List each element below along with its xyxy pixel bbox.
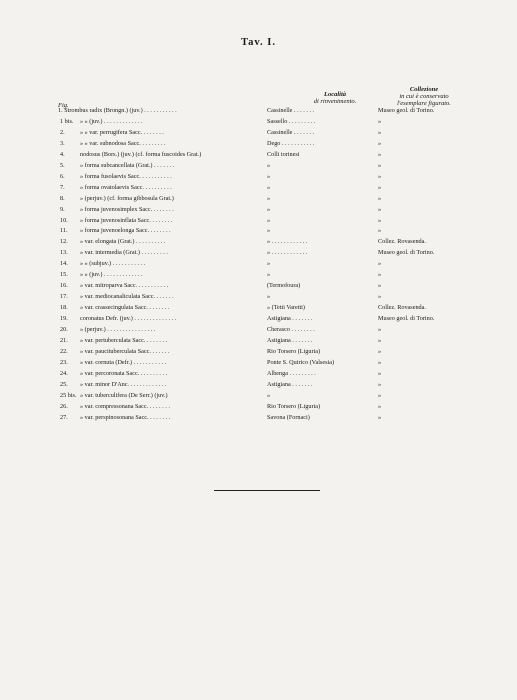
locality: » (267, 194, 271, 202)
locality: » . . . . . . . . . . . . (267, 238, 308, 246)
collection: » (378, 139, 382, 147)
species-name: » var. mediocanaliculata Sacc. . . . . . . (80, 293, 174, 301)
locality: » (Tetti Varetti) (267, 304, 305, 312)
figure-number: 22. (60, 347, 68, 355)
table-row (0, 238, 517, 249)
species-name: » » (juv.) . . . . . . . . . . . . . (80, 117, 143, 125)
table-row (0, 271, 517, 282)
species-name: » » (subjuv.) . . . . . . . . . . . (80, 260, 146, 268)
table-row (0, 293, 517, 304)
locality: Astigiana . . . . . . . (267, 336, 313, 344)
figure-number: 16. (60, 282, 68, 290)
header-locality (290, 91, 380, 105)
species-name: » » (juv.) . . . . . . . . . . . . . (80, 271, 143, 279)
collection: » (378, 326, 382, 333)
locality: Cassinelle . . . . . . . (267, 107, 315, 114)
table-row (0, 206, 517, 217)
figure-number: 26. (60, 402, 68, 410)
locality: Rio Torsero (Liguria) (267, 347, 321, 355)
table-row (0, 249, 517, 260)
species-name: » var. paucituberculata Sacc. . . . . . . (80, 347, 170, 355)
species-name: » forma ovatolaevis Sacc. . . . . . . . . . (80, 183, 172, 191)
locality: » (267, 205, 271, 213)
figure-number: 4. (60, 150, 65, 158)
collection: » (378, 271, 382, 279)
figure-number: 8. (60, 194, 65, 202)
figure-number: 20. (60, 326, 68, 333)
species-name: coronatus Defr. (juv.) . . . . . . . . . . . . . . (80, 315, 177, 323)
figure-number: 2. (60, 128, 65, 136)
collection: » (378, 183, 382, 191)
collection: » (378, 150, 382, 158)
table-row (0, 359, 517, 370)
collection: » (378, 216, 382, 224)
plate-title: Tav. I. (241, 37, 276, 48)
species-name: » var. minor D'Anc. . . . . . . . . . . . . (80, 380, 167, 388)
table-row (0, 260, 517, 271)
collection: Museo geol. di Torino. (378, 107, 435, 114)
figure-number: 3. (60, 139, 65, 147)
locality: » (267, 227, 271, 235)
collection: » (378, 402, 382, 410)
collection: » (378, 205, 382, 213)
collection: Collez. Rovasenda. (378, 238, 426, 246)
locality: Colli torinesi (267, 150, 300, 158)
table-row (0, 107, 517, 118)
species-name: nodosus (Bors.) (juv.) (cf. forma fuscoides Grat.) (80, 150, 202, 158)
figure-number: 10. (60, 216, 68, 224)
header-locality-sub: di rinvenimento. (313, 98, 357, 105)
figure-number: 9. (60, 205, 65, 213)
table-row (0, 173, 517, 184)
table-row (0, 184, 517, 195)
locality: Cherasco . . . . . . . . (267, 326, 315, 333)
locality: » (267, 271, 271, 279)
collection: Museo geol. di Torino. (378, 249, 435, 257)
locality: » (267, 183, 271, 191)
table-row (0, 217, 517, 228)
locality: (Termofoura) (267, 282, 301, 290)
locality: » (267, 172, 271, 180)
locality: » (267, 216, 271, 224)
figure-number: 13. (60, 249, 68, 257)
collection: Museo geol. di Torino. (378, 315, 435, 323)
species-name: » forma juvenosinflata Sacc. . . . . . . . (80, 216, 173, 224)
locality: Astigiana . . . . . . . (267, 380, 313, 388)
species-name: » var. perspinosonana Sacc. . . . . . . . (80, 413, 171, 421)
locality: Savona (Fornaci) (267, 413, 310, 421)
figure-number: 5. (60, 161, 65, 169)
collection: » (378, 161, 382, 169)
locality: » (267, 293, 271, 301)
locality: » (267, 161, 271, 169)
locality: Cassinelle . . . . . . . (267, 128, 315, 136)
table-row (0, 337, 517, 348)
header-collection (384, 86, 464, 107)
table-row (0, 129, 517, 140)
collection: » (378, 194, 382, 202)
table-row (0, 195, 517, 206)
figure-number: 17. (60, 293, 68, 301)
collection: » (378, 172, 382, 180)
header-collection-main: Collezione (409, 86, 439, 93)
locality: Albenga . . . . . . . . . (267, 369, 316, 377)
locality: Sassello . . . . . . . . . (267, 117, 316, 125)
header-collection-sub2: l'esemplare figurato. (397, 100, 451, 107)
table-row (0, 315, 517, 326)
collection: » (378, 369, 382, 377)
species-name: » var. cornuta (Defr.) . . . . . . . . . . . (80, 358, 167, 366)
species-name: » » var. subnodosa Sacc. . . . . . . . . (80, 139, 166, 147)
species-name: » » var. perrugifera Sacc. . . . . . . . (80, 128, 164, 136)
figure-number: 25. (60, 380, 68, 388)
collection: » (378, 260, 382, 268)
figure-number: 11. (60, 227, 68, 235)
figure-number: 7. (60, 183, 65, 191)
collection: Collez. Rovasenda. (378, 304, 426, 312)
figure-number: 23. (60, 358, 68, 366)
species-name: » forma fusolaevis Sacc. . . . . . . . . . . (80, 172, 172, 180)
collection: » (378, 413, 382, 421)
figure-number: 6. (60, 172, 65, 180)
figure-number: 18. (60, 304, 68, 312)
table-row (0, 140, 517, 151)
species-name: » forma subcancellata (Grat.) . . . . . . . (80, 161, 175, 169)
table-row (0, 227, 517, 238)
table-row (0, 348, 517, 359)
header-fig: Fig. (58, 102, 69, 109)
species-name: » forma juvenosimplex Sacc. . . . . . . . (80, 205, 174, 213)
table-row (0, 326, 517, 337)
collection: » (378, 358, 382, 366)
separator-rule (214, 490, 320, 491)
collection: » (378, 282, 382, 290)
species-name: » var. percoronata Sacc. . . . . . . . . . (80, 369, 168, 377)
locality: Dego . . . . . . . . . . . (267, 139, 315, 147)
species-name: » (perjuv.) (cf. forma gibbosula Grat.) (80, 194, 174, 202)
figure-number: 21. (60, 336, 68, 344)
species-name: » var. tuberculifera (De Serr.) (juv.) (80, 391, 168, 399)
figure-number: 27. (60, 413, 68, 421)
figure-number: 15. (60, 271, 68, 279)
species-name: » var. mitroparva Sacc. . . . . . . . . . . (80, 282, 169, 290)
locality: Rio Torsero (Liguria) (267, 402, 321, 410)
table-row (0, 370, 517, 381)
locality: » (267, 391, 271, 399)
collection: » (378, 117, 382, 125)
table-row (0, 304, 517, 315)
table-row (0, 392, 517, 403)
figure-number: 14. (60, 260, 68, 268)
species-name: » forma juvenoelonga Sacc. . . . . . . . (80, 227, 171, 235)
table-row (0, 381, 517, 392)
collection: » (378, 128, 382, 136)
table-row (0, 162, 517, 173)
species-name: » var. compressonana Sacc. . . . . . . . (80, 402, 170, 410)
locality: Ponte S. Quirico (Valsesia) (267, 358, 335, 366)
table-row (0, 151, 517, 162)
figure-number: 24. (60, 369, 68, 377)
species-name: » (perjuv.) . . . . . . . . . . . . . . . . (80, 326, 156, 333)
species-name: » var. elongata (Grat.) . . . . . . . . . . (80, 238, 166, 246)
collection: » (378, 380, 382, 388)
header-locality-main: Località (323, 91, 347, 98)
collection: » (378, 347, 382, 355)
figure-number: 12. (60, 238, 68, 246)
locality: Astigiana . . . . . . . (267, 315, 313, 323)
species-name: » var. crassecingulata Sacc. . . . . . . . (80, 304, 170, 312)
figure-number: 1. Strombus radix (Brongn.) (juv.) . . . . . . . . . . . (58, 107, 177, 114)
collection: » (378, 336, 382, 344)
table-row (0, 118, 517, 129)
figure-number: 1 bis. (60, 117, 74, 125)
species-name: » var. pertuberculata Sacc. . . . . . . . (80, 336, 168, 344)
header-collection-sub1: in cui è conservato (399, 93, 449, 100)
figure-number: 25 bis. (60, 391, 77, 399)
locality: » . . . . . . . . . . . . (267, 249, 308, 257)
table-row (0, 414, 517, 425)
collection: » (378, 391, 382, 399)
table-row (0, 403, 517, 414)
collection: » (378, 227, 382, 235)
table-row (0, 282, 517, 293)
figure-number: 19. (60, 315, 68, 323)
species-name: » var. intermedia (Grat.) . . . . . . . . . (80, 249, 168, 257)
collection: » (378, 293, 382, 301)
locality: » (267, 260, 271, 268)
